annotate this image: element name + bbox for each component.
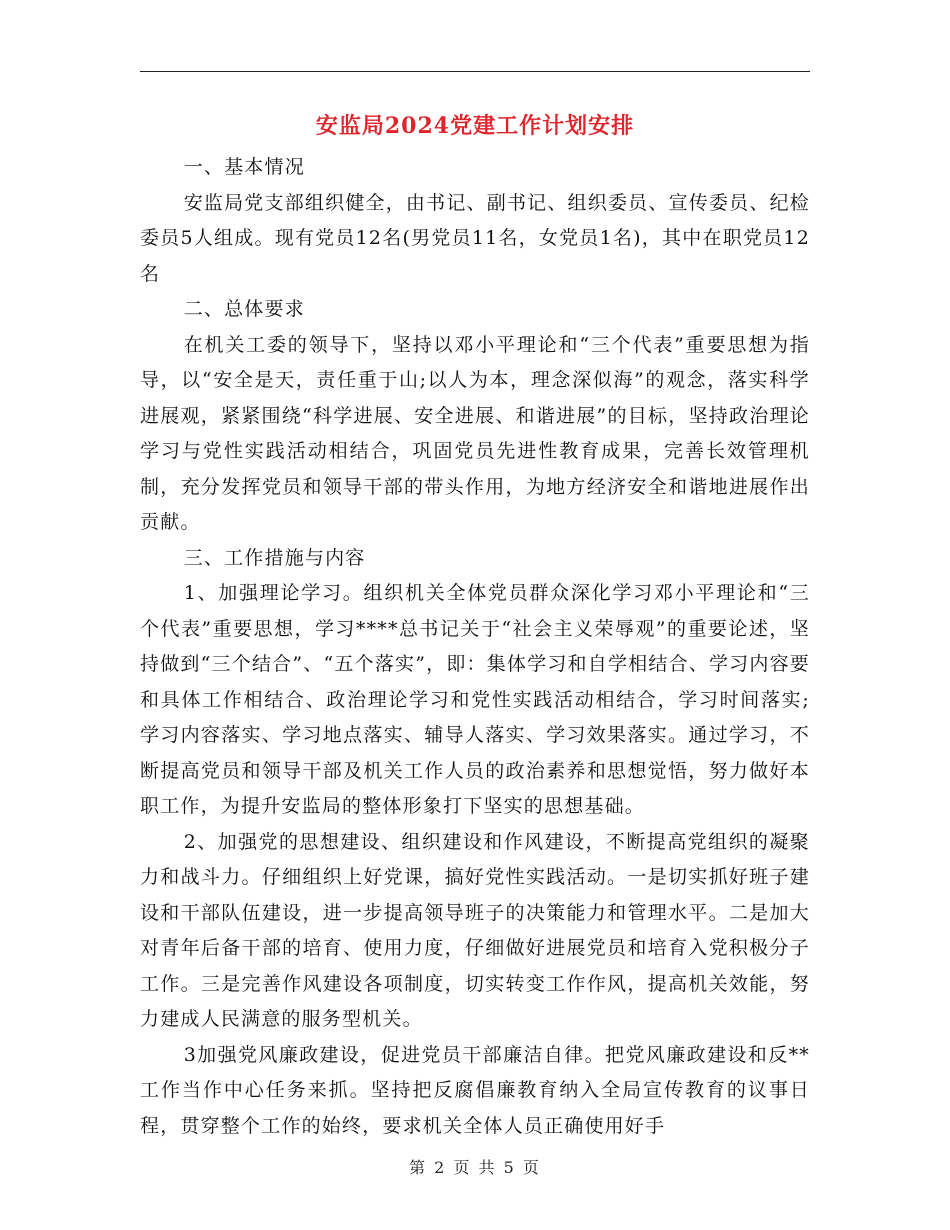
document-body bbox=[140, 150, 810, 1144]
paragraph: 在机关工委的领导下，坚持以邓小平理论和“三个代表”重要思想为指导，以“安全是天，责任重于山;以人为本，理念深似海”的观念，落实科学进展观，紧紧围绕“科学进展、安全进展、和谐进展”的目标，坚持政治理论学习与党性实践活动相结合，巩固党员先进性教育成果，完善长效管理机制，充分发挥党员和领导干部的带头作用，为地方经济安全和谐地进展作出贡献。 bbox=[140, 333, 810, 533]
header-rule bbox=[140, 71, 810, 72]
document-title: 安监局2024党建工作计划安排 bbox=[315, 113, 635, 139]
section-heading-requirements: 二、总体要求 bbox=[183, 298, 305, 320]
section-heading-measures: 三、工作措施与内容 bbox=[183, 546, 366, 569]
paragraph: 1、加强理论学习。组织机关全体党员群众深化学习邓小平理论和“三个代表”重要思想，学习****总书记关于“社会主义荣辱观”的重要论述，坚持做到“三个结合”、“五个落实”，即：集体学习和自学相结合、学习内容要和具体工作相结合、政治理论学习和党性实践活动相结合，学习时间落实;学习内容落实、学习地点落实、辅导人落实、学习效果落实。通过学习，不断提高党员和领导干部及机关工作人员的政治素养和思想觉悟，努力做好本职工作，为提升安监局的整体形象打下坚实的思想基础。 bbox=[140, 582, 810, 817]
section-heading-basic: 一、基本情况 bbox=[183, 156, 305, 178]
page-number-footer: 第 2 页 共 5 页 bbox=[409, 1158, 541, 1177]
paragraph: 3加强党风廉政建设，促进党员干部廉洁自律。把党风廉政建设和反**工作当作中心任务来抓。坚持把反腐倡廉教育纳入全局宣传教育的议事日程，贯穿整个工作的始终，要求机关全体人员正确使用好手 bbox=[140, 1043, 810, 1137]
paragraph: 2、加强党的思想建设、组织建设和作风建设，不断提高党组织的凝聚力和战斗力。仔细组织上好党课，搞好党性实践活动。一是切实抓好班子建设和干部队伍建设，进一步提高领导班子的决策能力和管理水平。二是加大对青年后备干部的培育、使用力度，仔细做好进展党员和培育入党积极分子工作。三是完善作风建设各项制度，切实转变工作作风，提高机关效能，努力建成人民满意的服务型机关。 bbox=[140, 830, 810, 1030]
paragraph: 安监局党支部组织健全，由书记、副书记、组织委员、宣传委员、纪检委员5人组成。现有党员12名(男党员11名，女党员1名)，其中在职党员12名 bbox=[140, 191, 810, 285]
